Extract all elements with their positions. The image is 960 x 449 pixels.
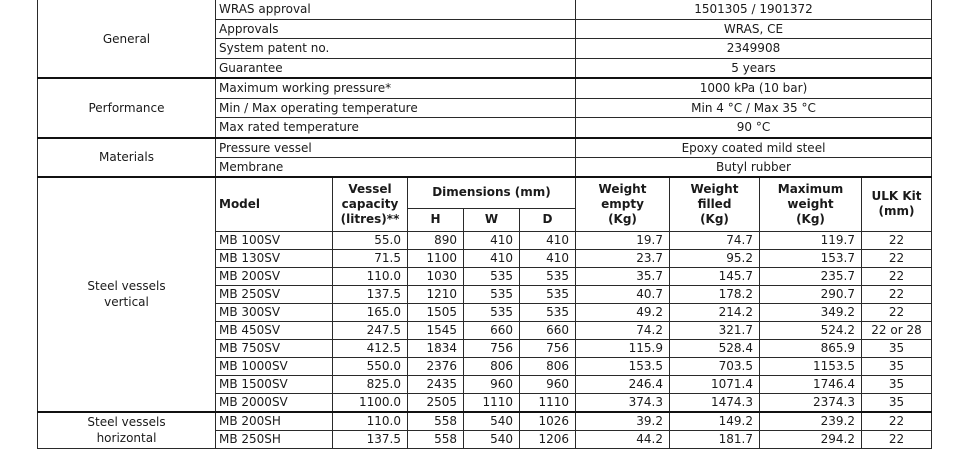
cell-ulk-kit: 22 (862, 285, 932, 303)
section-label: Performance (38, 78, 216, 138)
spec-label: Max rated temperature (216, 118, 576, 138)
spec-value: Butyl rubber (576, 157, 932, 177)
spec-label: Approvals (216, 19, 576, 39)
cell-height: 2435 (408, 375, 464, 393)
cell-weight-filled: 74.7 (670, 231, 760, 249)
cell-height: 2376 (408, 357, 464, 375)
cell-capacity: 1100.0 (333, 393, 408, 412)
cell-model: MB 100SV (216, 231, 333, 249)
cell-depth: 806 (520, 357, 576, 375)
header-d: D (520, 208, 576, 231)
cell-ulk-kit: 22 (862, 412, 932, 431)
cell-weight-empty: 44.2 (576, 430, 670, 448)
cell-max-weight: 349.2 (760, 303, 862, 321)
cell-weight-empty: 19.7 (576, 231, 670, 249)
cell-depth: 535 (520, 303, 576, 321)
cell-width: 540 (464, 412, 520, 431)
cell-model: MB 750SV (216, 339, 333, 357)
cell-width: 410 (464, 231, 520, 249)
cell-height: 558 (408, 430, 464, 448)
cell-model: MB 1000SV (216, 357, 333, 375)
header-weight-empty: Weight empty (Kg) (576, 177, 670, 232)
cell-capacity: 412.5 (333, 339, 408, 357)
cell-capacity: 71.5 (333, 249, 408, 267)
cell-max-weight: 290.7 (760, 285, 862, 303)
header-max-weight: Maximum weight (Kg) (760, 177, 862, 232)
cell-height: 2505 (408, 393, 464, 412)
cell-capacity: 825.0 (333, 375, 408, 393)
spec-row (38, 138, 932, 158)
header-dimensions: Dimensions (mm) (408, 177, 576, 209)
cell-weight-filled: 321.7 (670, 321, 760, 339)
cell-depth: 535 (520, 285, 576, 303)
spec-value: Epoxy coated mild steel (576, 138, 932, 158)
cell-weight-empty: 153.5 (576, 357, 670, 375)
cell-capacity: 137.5 (333, 285, 408, 303)
cell-depth: 410 (520, 249, 576, 267)
cell-model: MB 250SV (216, 285, 333, 303)
header-weight-filled: Weight filled (Kg) (670, 177, 760, 232)
specification-table (37, 0, 932, 449)
cell-capacity: 550.0 (333, 357, 408, 375)
cell-width: 806 (464, 357, 520, 375)
spec-value: WRAS, CE (576, 19, 932, 39)
cell-width: 535 (464, 303, 520, 321)
cell-ulk-kit: 22 (862, 249, 932, 267)
cell-height: 558 (408, 412, 464, 431)
section-label: Steel vessels vertical (38, 177, 216, 412)
cell-model: MB 200SV (216, 267, 333, 285)
cell-ulk-kit: 35 (862, 393, 932, 412)
spec-value: 90 °C (576, 118, 932, 138)
cell-max-weight: 524.2 (760, 321, 862, 339)
cell-max-weight: 294.2 (760, 430, 862, 448)
cell-ulk-kit: 22 or 28 (862, 321, 932, 339)
cell-model: MB 2000SV (216, 393, 333, 412)
spec-label: Pressure vessel (216, 138, 576, 158)
cell-height: 1834 (408, 339, 464, 357)
cell-width: 535 (464, 267, 520, 285)
cell-width: 756 (464, 339, 520, 357)
cell-max-weight: 153.7 (760, 249, 862, 267)
cell-weight-empty: 35.7 (576, 267, 670, 285)
cell-model: MB 450SV (216, 321, 333, 339)
cell-weight-filled: 181.7 (670, 430, 760, 448)
cell-weight-empty: 40.7 (576, 285, 670, 303)
cell-height: 1505 (408, 303, 464, 321)
cell-depth: 1206 (520, 430, 576, 448)
cell-weight-filled: 214.2 (670, 303, 760, 321)
cell-depth: 1026 (520, 412, 576, 431)
spec-label: System patent no. (216, 39, 576, 59)
cell-capacity: 137.5 (333, 430, 408, 448)
spec-label: Maximum working pressure* (216, 78, 576, 98)
cell-width: 960 (464, 375, 520, 393)
vessel-row (38, 412, 932, 431)
cell-ulk-kit: 35 (862, 375, 932, 393)
cell-weight-filled: 1474.3 (670, 393, 760, 412)
cell-depth: 960 (520, 375, 576, 393)
cell-model: MB 130SV (216, 249, 333, 267)
cell-ulk-kit: 22 (862, 231, 932, 249)
column-header-row (38, 177, 932, 209)
cell-capacity: 55.0 (333, 231, 408, 249)
cell-model: MB 200SH (216, 412, 333, 431)
spec-row (38, 78, 932, 98)
cell-ulk-kit: 35 (862, 339, 932, 357)
cell-ulk-kit: 22 (862, 303, 932, 321)
cell-width: 410 (464, 249, 520, 267)
spec-value: 1000 kPa (10 bar) (576, 78, 932, 98)
cell-height: 1545 (408, 321, 464, 339)
cell-weight-empty: 374.3 (576, 393, 670, 412)
cell-width: 660 (464, 321, 520, 339)
specification-table-body (38, 0, 932, 448)
cell-height: 1100 (408, 249, 464, 267)
cell-width: 540 (464, 430, 520, 448)
header-ulk-kit: ULK Kit (mm) (862, 177, 932, 232)
cell-width: 535 (464, 285, 520, 303)
cell-weight-filled: 145.7 (670, 267, 760, 285)
spec-value: 2349908 (576, 39, 932, 59)
cell-weight-empty: 49.2 (576, 303, 670, 321)
spec-row (38, 0, 932, 19)
cell-weight-filled: 528.4 (670, 339, 760, 357)
header-model: Model (216, 177, 333, 232)
cell-capacity: 110.0 (333, 267, 408, 285)
cell-capacity: 110.0 (333, 412, 408, 431)
cell-ulk-kit: 22 (862, 267, 932, 285)
cell-weight-empty: 74.2 (576, 321, 670, 339)
cell-ulk-kit: 35 (862, 357, 932, 375)
cell-max-weight: 119.7 (760, 231, 862, 249)
cell-model: MB 250SH (216, 430, 333, 448)
cell-max-weight: 2374.3 (760, 393, 862, 412)
header-capacity: Vessel capacity (litres)** (333, 177, 408, 232)
cell-height: 890 (408, 231, 464, 249)
cell-depth: 1110 (520, 393, 576, 412)
section-label: Steel vessels horizontal (38, 412, 216, 449)
cell-width: 1110 (464, 393, 520, 412)
cell-max-weight: 1746.4 (760, 375, 862, 393)
spec-value: Min 4 °C / Max 35 °C (576, 98, 932, 118)
cell-height: 1210 (408, 285, 464, 303)
cell-model: MB 1500SV (216, 375, 333, 393)
cell-height: 1030 (408, 267, 464, 285)
cell-weight-filled: 95.2 (670, 249, 760, 267)
spec-label: Min / Max operating temperature (216, 98, 576, 118)
spec-label: Guarantee (216, 58, 576, 78)
cell-weight-empty: 39.2 (576, 412, 670, 431)
cell-depth: 660 (520, 321, 576, 339)
cell-weight-filled: 1071.4 (670, 375, 760, 393)
cell-depth: 535 (520, 267, 576, 285)
cell-model: MB 300SV (216, 303, 333, 321)
cell-capacity: 247.5 (333, 321, 408, 339)
cell-max-weight: 1153.5 (760, 357, 862, 375)
cell-max-weight: 865.9 (760, 339, 862, 357)
cell-depth: 410 (520, 231, 576, 249)
section-label: General (38, 0, 216, 78)
cell-weight-empty: 23.7 (576, 249, 670, 267)
cell-weight-empty: 115.9 (576, 339, 670, 357)
header-h: H (408, 208, 464, 231)
cell-max-weight: 239.2 (760, 412, 862, 431)
spec-value: 1501305 / 1901372 (576, 0, 932, 19)
cell-ulk-kit: 22 (862, 430, 932, 448)
cell-depth: 756 (520, 339, 576, 357)
cell-capacity: 165.0 (333, 303, 408, 321)
header-w: W (464, 208, 520, 231)
cell-weight-filled: 149.2 (670, 412, 760, 431)
cell-weight-filled: 178.2 (670, 285, 760, 303)
spec-label: Membrane (216, 157, 576, 177)
cell-max-weight: 235.7 (760, 267, 862, 285)
cell-weight-filled: 703.5 (670, 357, 760, 375)
section-label: Materials (38, 138, 216, 177)
spec-label: WRAS approval (216, 0, 576, 19)
cell-weight-empty: 246.4 (576, 375, 670, 393)
spec-value: 5 years (576, 58, 932, 78)
